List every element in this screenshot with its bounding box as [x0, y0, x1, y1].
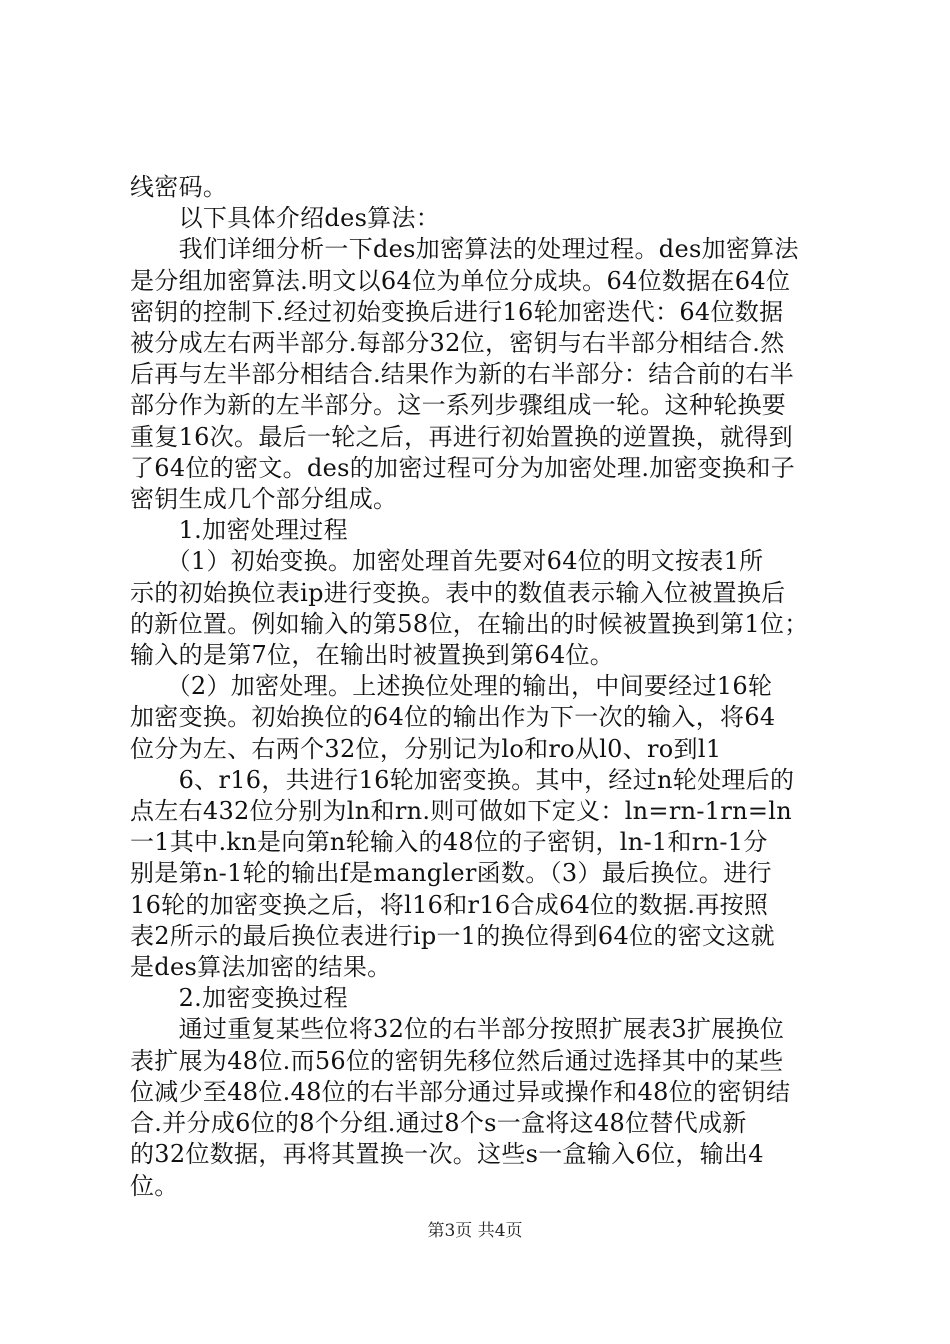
- text-line: 加密变换。初始换位的64位的输出作为下一次的输入，将64: [130, 703, 776, 732]
- text-line: 点左右432位分别为ln和rn.则可做如下定义：ln=rn-1rn=ln: [130, 797, 793, 826]
- text-line: 被分成左右两半部分.每部分32位，密钥与右半部分相结合.然: [130, 329, 785, 358]
- text-line: 表2所示的最后换位表进行ip一1的换位得到64位的密文这就: [130, 921, 775, 950]
- text-line: 输入的是第7位，在输出时被置换到第64位。: [130, 641, 615, 670]
- text-line: 后再与左半部分相结合.结果作为新的右半部分：结合前的右半: [130, 360, 795, 389]
- text-line: 重复16次。最后一轮之后，再进行初始置换的逆置换，就得到: [130, 422, 793, 451]
- text-line: 16轮的加密变换之后，将l16和r16合成64位的数据.再按照: [130, 890, 769, 919]
- text-line: 部分作为新的左半部分。这一系列步骤组成一轮。这种轮换要: [130, 391, 787, 420]
- text-line: 密钥的控制下.经过初始变换后进行16轮加密迭代：64位数据: [130, 297, 784, 326]
- text-line: 6、r16，共进行16轮加密变换。其中，经过n轮处理后的: [130, 765, 795, 794]
- text-line: 位减少至48位.48位的右半部分通过异或操作和48位的密钥结: [130, 1077, 791, 1106]
- text-line: 了64位的密文。des的加密过程可分为加密处理.加密变换和子: [130, 453, 796, 482]
- text-line: 一1其中.kn是向第n轮输入的48位的子密钥，ln-1和rn-1分: [130, 828, 768, 857]
- text-line: 密钥生成几个部分组成。: [130, 485, 398, 514]
- text-line: 示的初始换位表ip进行变换。表中的数值表示输入位被置换后: [130, 578, 786, 607]
- text-line: （2）加密处理。上述换位处理的输出，中间要经过16轮: [130, 672, 773, 701]
- section-heading: 2.加密变换过程: [130, 984, 348, 1013]
- text-line: 通过重复某些位将32位的右半部分按照扩展表3扩展换位: [130, 1015, 785, 1044]
- text-line: 我们详细分析一下des加密算法的处理过程。des加密算法: [130, 235, 799, 264]
- text-line: 表扩展为48位.而56位的密钥先移位然后通过选择其中的某些: [130, 1046, 784, 1075]
- document-body: [130, 172, 836, 1202]
- text-line: 的新位置。例如输入的第58位，在输出的时候被置换到第1位；: [130, 609, 809, 638]
- text-line: 合.并分成6位的8个分组.通过8个s一盒将这48位替代成新: [130, 1109, 747, 1138]
- text-line: 线密码。: [130, 173, 228, 201]
- page-number-footer: 第3页 共4页: [427, 1221, 523, 1241]
- text-line: 位分为左、右两个32位，分别记为lo和ro从l0、ro到l1: [130, 734, 722, 763]
- text-line: 是分组加密算法.明文以64位为单位分成块。64位数据在64位: [130, 266, 791, 295]
- text-line: 以下具体介绍des算法：: [130, 204, 441, 233]
- section-heading: 1.加密处理过程: [130, 516, 348, 545]
- text-line: 的32位数据，再将其置换一次。这些s一盒输入6位，输出4: [130, 1140, 764, 1169]
- text-line: 别是第n-1轮的输出f是mangler函数。（3）最后换位。进行: [130, 859, 772, 888]
- text-line: （1）初始变换。加密处理首先要对64位的明文按表1所: [130, 547, 764, 576]
- text-line: 位。: [130, 1171, 179, 1200]
- text-line: 是des算法加密的结果。: [130, 953, 392, 982]
